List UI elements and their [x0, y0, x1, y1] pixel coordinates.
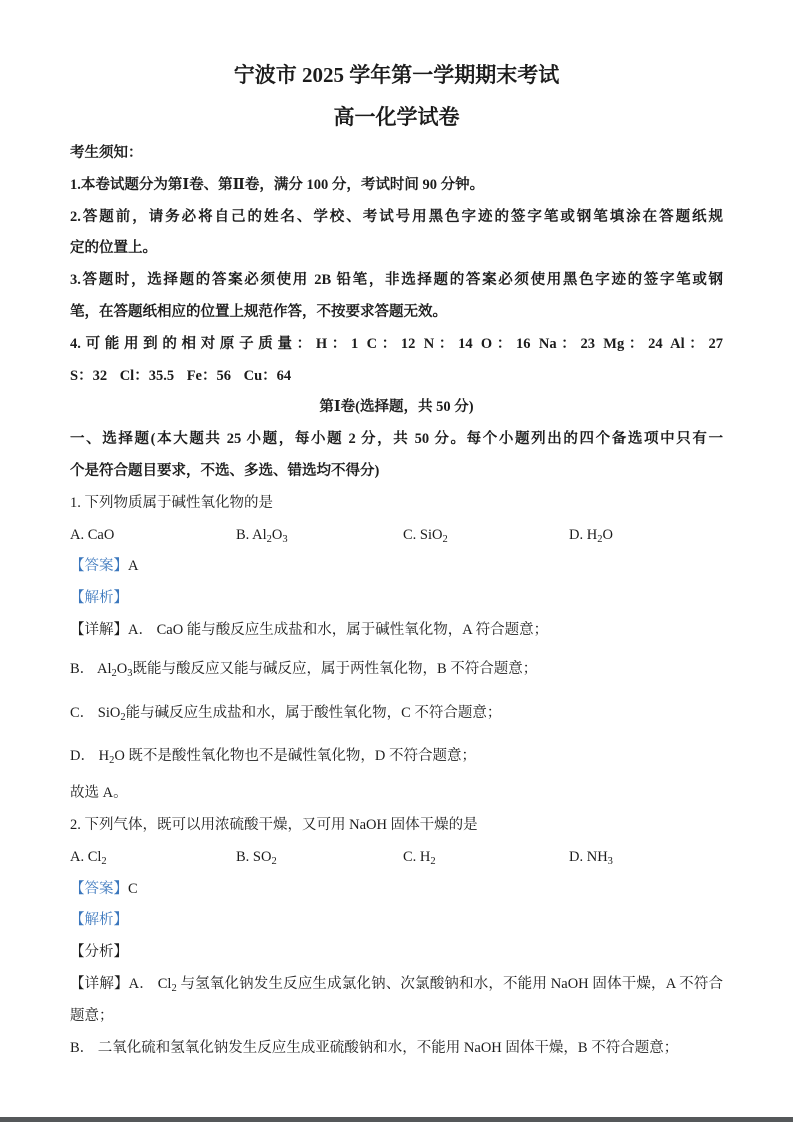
question-1-conclusion: 故选 A。 [70, 785, 128, 802]
notice-item-1: 1.本卷试题分为第Ⅰ卷、第Ⅱ卷，满分 100 分，考试时间 90 分钟。 [70, 176, 485, 193]
question-1-detail-a-text: A． CaO 能与酸反应生成盐和水，属于碱性氧化物，A 符合题意； [128, 621, 549, 638]
notice-item-2-line-1: 2.答题前，请务必将自己的姓名、学校、考试号用黑色字迹的签字笔或钢笔填涂在答题纸规 [70, 208, 723, 225]
question-1-option-b: B. $Al_2O_3$ [236, 526, 288, 545]
question-1-options [70, 520, 723, 552]
question-2-option-d: D. $NH_3$ [569, 848, 613, 867]
exam-subtitle: 高一化学试卷 [333, 105, 460, 129]
jiexi-label: 【解析】 [70, 912, 128, 929]
question-1-detail-d: D． $H_2O$ 既不是酸性氧化物也不是碱性氧化物，D 不符合题意； [70, 748, 477, 767]
section-1-intro-line-1: 一、选择题(本大题共 25 小题，每小题 2 分，共 50 分。每个小题列出的四个备选项中只有一 [70, 431, 723, 448]
page-bottom-border [0, 1117, 793, 1122]
exam-document-page [70, 60, 723, 1064]
question-1-option-c: C. SiO$_2$ [403, 526, 448, 545]
xiangjie-label: 【详解】 [70, 975, 129, 992]
question-2-options [70, 842, 723, 874]
question-1-detail-a [70, 615, 723, 647]
question-1-detail-c: C． SiO$_2$能与碱反应生成盐和水，属于酸性氧化物，C 不符合题意； [70, 704, 502, 723]
question-2-jiexi-line [70, 905, 723, 937]
notice-heading: 考生须知： [70, 145, 143, 161]
question-1-option-d: D. $H_2O$ [569, 526, 613, 545]
question-2-detail-a-text: A． $Cl_2$ 与氢氧化钠发生反应生成氯化钠、次氯酸钠和水，不能用 NaOH 固体干燥，A 不符合题意； [70, 975, 724, 1024]
notice-item-2-line-2: 定的位置上。 [70, 240, 157, 257]
question-1-option-a: A. CaO [70, 526, 115, 543]
notice-item-4-atomic-masses-line-1: 4.可能用到的相对原子质量：H：1 C：12 N：14 O：16 Na：23 Mg：24 Al：27 [70, 335, 723, 352]
exam-title: 宁波市 2025 学年第一学期期末考试 [233, 63, 560, 87]
section-1-heading: 第Ⅰ卷(选择题，共 50 分) [319, 399, 474, 416]
answer-label: 【答案】 [70, 558, 128, 575]
section-1-intro-line-2: 个是符合题目要求，不选、多选、错选均不得分) [70, 462, 380, 479]
question-2-answer-value: C [128, 880, 138, 897]
question-2-option-b: B. $SO_2$ [236, 848, 277, 867]
question-2-detail-b: B． 二氧化硫和氢氧化钠发生反应生成亚硫酸钠和水，不能用 NaOH 固体干燥，B 不符合题意； [70, 1039, 679, 1056]
question-1-detail-b: B． $Al_2O_3$既能与酸反应又能与碱反应，属于两性氧化物，B 不符合题意； [70, 660, 538, 679]
jiexi-label: 【解析】 [70, 590, 128, 607]
question-2-option-a: A. $Cl_2$ [70, 848, 107, 867]
xiangjie-label: 【详解】 [70, 621, 128, 638]
question-1-text: 1. 下列物质属于碱性氧化物的是 [70, 494, 273, 511]
fenxi-label: 【分析】 [70, 944, 128, 961]
notice-item-3-line-2: 笔，在答题纸相应的位置上规范作答，不按要求答题无效。 [70, 303, 447, 320]
question-2-answer-line [70, 874, 723, 906]
question-2-text: 2. 下列气体，既可以用浓硫酸干燥，又可用 NaOH 固体干燥的是 [70, 816, 478, 833]
question-2-fenxi-line [70, 937, 723, 969]
notice-item-3-line-1: 3.答题时，选择题的答案必须使用 2B 铅笔，非选择题的答案必须使用黑色字迹的签字笔或钢 [70, 272, 723, 289]
question-1-answer-value: A [128, 558, 139, 575]
question-2-detail-a [70, 969, 723, 1033]
question-2-option-c: C. $H_2$ [403, 848, 436, 867]
question-1-jiexi-line [70, 583, 723, 615]
question-1-answer-line [70, 551, 723, 583]
notice-item-4-atomic-masses-line-2: S：32 Cl：35.5 Fe：56 Cu：64 [70, 367, 292, 384]
answer-label: 【答案】 [70, 880, 128, 897]
